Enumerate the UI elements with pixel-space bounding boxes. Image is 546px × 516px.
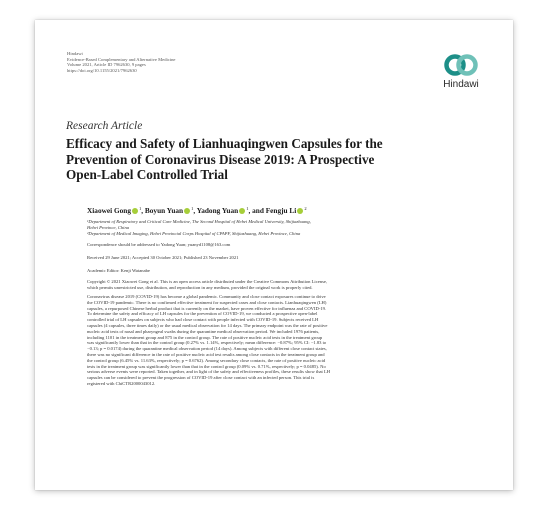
copyright-line: which permits unrestricted use, distribution, and reproduction in any medium, provided the original work is properly cited.: [87, 284, 313, 290]
author-name: Xiaowei Gong: [87, 206, 131, 215]
author-name: Yadong Yuan: [196, 206, 239, 215]
publication-dates: Received 29 June 2021; Accepted 30 October 2021; Published 23 November 2021: [87, 255, 239, 260]
author-separator: ,: [193, 206, 197, 215]
journal-header: [67, 51, 367, 73]
abstract-line: registered with ChiCTR2000043012.: [87, 380, 156, 386]
abstract: [87, 294, 477, 387]
title-line: Efficacy and Safety of Lianhuaqingwen Capsules for the: [66, 136, 383, 151]
author-affiliation-sup: 1: [246, 206, 249, 211]
publisher-name: Hindawi: [443, 79, 479, 90]
affiliation-line: ¹Department of Respiratory and Critical Care Medicine, The Second Hospital of Hebei Medical University, Shijiazhuang,: [87, 219, 311, 224]
author-affiliation-sup: 1: [139, 206, 142, 211]
copyright-notice: [87, 279, 477, 291]
abstract-line: serious adverse events were reported. Taken together, and in light of the safety and effectiveness profiles, these results show that LH: [87, 369, 331, 375]
journal-header-line: Volume 2021, Article ID 7962630, 9 pages: [67, 62, 146, 68]
affiliations: [87, 219, 477, 236]
abstract-line: Coronavirus disease 2019 (COVID-19) has become a global pandemic. Community and close contact exposures continue to drive: [87, 294, 326, 299]
abstract-line: tests in the treatment group was significantly lower than that in the control group (0.09% vs. 0.71%, respectively; p = 0.0485). No: [87, 363, 326, 369]
abstract-line: capsules (4 capsules, three times daily) or the usual medical observation for 14 days. The primary endpoint was the rate of positive: [87, 322, 328, 328]
orcid-icon[interactable]: [297, 208, 303, 214]
orcid-icon[interactable]: [184, 208, 190, 214]
title-line: Prevention of Coronavirus Disease 2019: A Prospective: [66, 151, 375, 167]
author-separator: ,: [141, 206, 145, 215]
abstract-line: −0.13; p = 0.0174) during the quarantine medical observation period (14 days). Among subjects with different close contact states,: [87, 346, 327, 352]
affiliation-line: ²Department of Medical Imaging, Hebei Provincial Corps Hospital of CPAPF, Shijiazhuang, Hebei Province, China: [87, 230, 301, 236]
abstract-line: controlled trial of LH capsules on subjects who had close contact with people infected with COVID-19. Subjects received LH: [87, 317, 319, 323]
orcid-icon[interactable]: [132, 208, 138, 214]
author-name: and Fengju Li: [252, 206, 297, 215]
author-name: Boyun Yuan: [144, 206, 184, 215]
abstract-line: nucleic acid tests of nasal and pharyngeal swabs during the quarantine medical observation period. We included 1976 patients,: [87, 328, 320, 334]
abstract-line: To determine the safety and efficacy of LH capsules for the prevention of COVID-19, we conducted a prospective open-label: [87, 311, 318, 317]
paper-page: [35, 20, 513, 490]
author-list: [87, 206, 477, 215]
orcid-icon[interactable]: [239, 208, 245, 214]
abstract-line: including 1101 in the treatment group and 875 in the control group. The rate of positive nucleic acid tests in the treatment group: [87, 334, 323, 340]
article-type: Research Article: [66, 120, 143, 132]
hindawi-logo-icon: [444, 52, 478, 78]
journal-header-line: Hindawi: [67, 51, 83, 56]
abstract-line: was significantly lower than that in the control group (0.27% vs. 1.14%, respectively; mean difference: −0.87%; 95% CI: −1.83 to: [87, 340, 327, 346]
copyright-line: Copyright © 2021 Xiaowei Gong et al. This is an open access article distributed under the Creative Commons Attribution License,: [87, 279, 328, 284]
title-line: Open-Label Controlled Trial: [66, 167, 228, 182]
abstract-line: the control group (6.45% vs. 11.63%, respectively; p = 0.6762). Among secondary close contacts, the rate of positive nucleic acid: [87, 357, 326, 363]
correspondence: Correspondence should be addressed to Yadong Yuan; yuanyd1108@163.com: [87, 242, 231, 247]
affiliation-line: Hebei Province, China: [87, 224, 130, 230]
journal-header-line: https://doi.org/10.1155/2021/7962630: [67, 67, 137, 73]
abstract-line: capsules, a repurposed Chinese herbal product that is currently on the market, have proven effective for influenza and COVID-19.: [87, 305, 327, 311]
hindawi-logo: [436, 52, 486, 96]
abstract-line: there was no significant difference in the rate of positive nucleic acid test results among close contacts in the treatment group and: [87, 351, 325, 357]
author-affiliation-sup: 1: [191, 206, 194, 211]
academic-editor: Academic Editor: Kenji Watanabe: [87, 268, 150, 273]
abstract-line: capsules can be considered to prevent the progression of COVID-19 after close contact with an infected person. This trial is: [87, 375, 315, 381]
author-affiliation-sup: 2: [304, 206, 307, 211]
author-separator: ,: [248, 206, 253, 215]
paper-title: [66, 136, 486, 183]
abstract-line: the COVID-19 pandemic. There is no confirmed effective treatment for suspected cases and close contacts. Lianhuaqingwen (LH): [87, 299, 327, 305]
journal-header-line: Evidence-Based Complementary and Alternative Medicine: [67, 56, 176, 62]
